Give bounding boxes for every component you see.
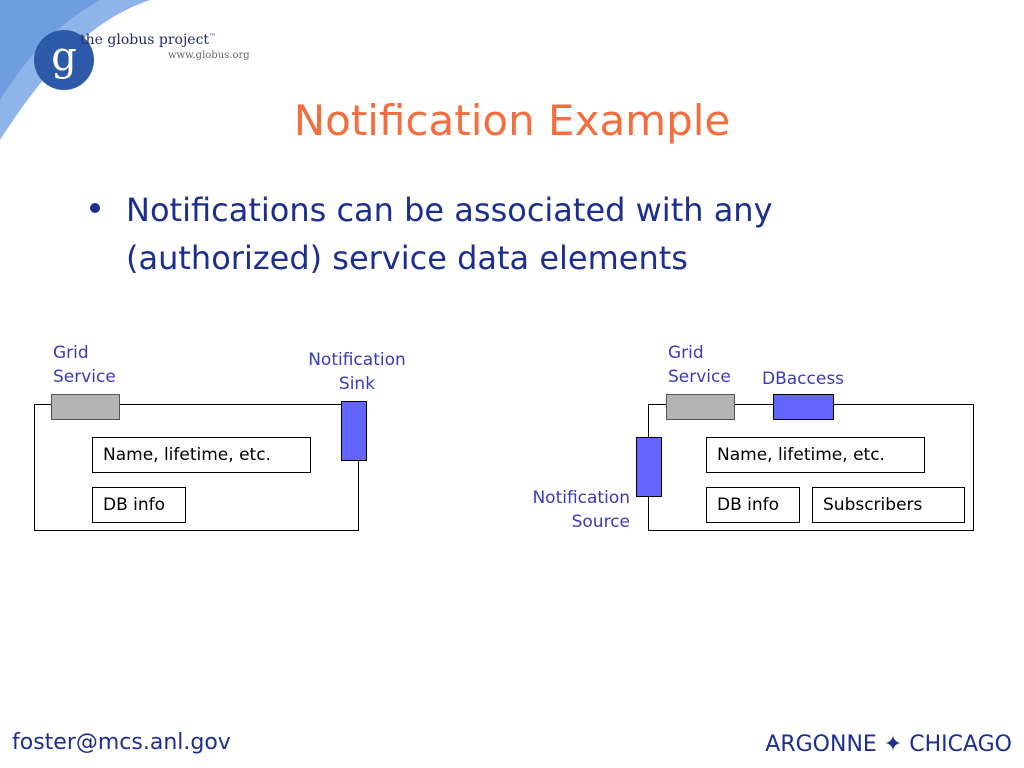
logo-url: www.globus.org bbox=[168, 50, 250, 61]
bullet-marker bbox=[90, 203, 100, 213]
right-notification-source-label: Notification Source bbox=[532, 488, 630, 532]
slide-title: Notification Example bbox=[293, 96, 731, 145]
left-field-db-info: DB info bbox=[92, 487, 186, 523]
left-field-name-lifetime: Name, lifetime, etc. bbox=[92, 437, 311, 473]
logo-name-text: the globus project bbox=[80, 32, 210, 48]
right-field-name-lifetime: Name, lifetime, etc. bbox=[706, 437, 925, 473]
right-grid-service-port bbox=[666, 394, 735, 420]
logo-trademark: ™ bbox=[209, 32, 217, 41]
right-dbaccess-label: DBaccess bbox=[762, 369, 845, 389]
left-grid-service-label: Grid Service bbox=[53, 343, 116, 387]
right-notification-source-port bbox=[636, 437, 662, 497]
footer-email: foster@mcs.anl.gov bbox=[12, 730, 231, 755]
footer-org: ARGONNE ✦ CHICAGO bbox=[765, 732, 1012, 757]
logo-name bbox=[80, 32, 216, 48]
right-dbaccess-port bbox=[773, 394, 834, 420]
globus-logo-icon: g bbox=[34, 30, 94, 90]
bullet-text: Notifications can be associated with any (authorized) service data elements bbox=[126, 191, 773, 277]
left-notification-sink-label: Notification Sink bbox=[308, 350, 406, 394]
right-grid-service-label: Grid Service bbox=[668, 343, 731, 387]
right-field-subscribers: Subscribers bbox=[812, 487, 965, 523]
right-field-db-info: DB info bbox=[706, 487, 800, 523]
left-grid-service-port bbox=[51, 394, 120, 420]
left-notification-sink-port bbox=[341, 401, 367, 461]
